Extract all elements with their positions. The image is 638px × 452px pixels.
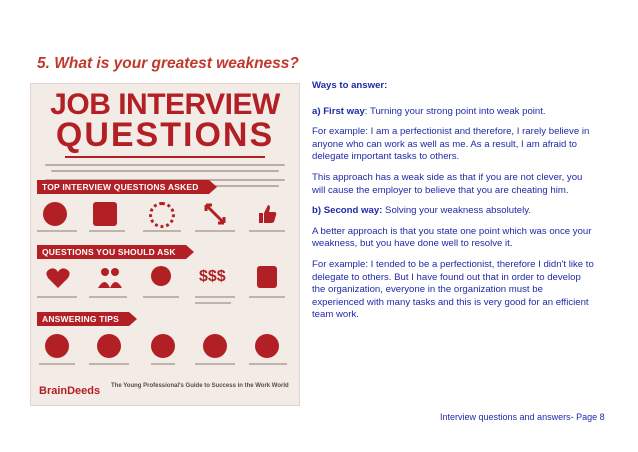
icon-caption	[195, 363, 235, 365]
face-icon	[45, 334, 69, 358]
face-icon	[151, 334, 175, 358]
poster-title-line2: QUESTIONS	[55, 116, 275, 154]
icon-caption	[249, 296, 285, 298]
page-footer: Interview questions and answers- Page 8	[440, 412, 605, 422]
icon-caption	[143, 230, 181, 232]
second-way-label: b) Second way:	[312, 205, 383, 217]
arrows-icon	[203, 202, 227, 226]
icon-caption	[143, 296, 179, 298]
infographic-poster	[30, 83, 300, 406]
icon-caption	[151, 363, 175, 365]
face-icon	[203, 334, 227, 358]
poster-banner-top-questions: TOP INTERVIEW QUESTIONS ASKED	[37, 180, 209, 194]
first-way	[312, 106, 594, 119]
icon-caption	[37, 230, 77, 232]
puzzle-icon	[93, 202, 117, 226]
face-icon	[255, 334, 279, 358]
second-way-text: Solving your weakness absolutely.	[382, 205, 531, 217]
icon-caption	[89, 363, 129, 365]
icon-caption	[195, 302, 231, 304]
dollar-icon: $$$	[199, 268, 226, 285]
document-icon	[257, 266, 277, 288]
poster-title-line1: JOB INTERVIEW	[50, 88, 280, 121]
poster-banner-answering-tips: ANSWERING TIPS	[37, 312, 129, 326]
icon-caption	[195, 296, 235, 298]
thumbs-up-icon	[255, 202, 279, 226]
icon-caption	[195, 230, 235, 232]
heart-icon	[45, 266, 69, 290]
face-icon	[97, 334, 121, 358]
clock-icon	[151, 266, 171, 286]
icon-caption	[39, 363, 75, 365]
poster-title-rule	[65, 156, 265, 158]
slide-heading: 5. What is your greatest weakness?	[37, 55, 299, 72]
poster-banner-questions-to-ask: QUESTIONS YOU SHOULD ASK	[37, 245, 186, 259]
first-way-text: : Turning your strong point into weak point.	[364, 105, 546, 117]
answer-content	[312, 80, 594, 330]
icon-caption	[249, 230, 285, 232]
poster-intro-line	[45, 164, 285, 166]
person-icon	[43, 202, 67, 226]
icon-caption	[37, 296, 77, 298]
second-way	[312, 205, 594, 218]
poster-intro-line	[51, 170, 279, 172]
example-one: For example: I am a perfectionist and therefore, I rarely believe in anyone who can work as well as me. As a result, I am afraid to delegate important tasks to others.	[312, 126, 590, 163]
people-icon	[97, 266, 121, 290]
poster-logo: BrainDeeds	[39, 385, 101, 397]
ways-title: Ways to answer:	[312, 80, 388, 91]
poster-footer-text: The Young Professional's Guide to Success in the Work World	[111, 383, 289, 389]
example-two: For example: I tended to be a perfectionist, therefore I didn't like to delegate to others. But I have found out that in order to develop the organization, everyone in the organization must be experienced with many tasks and this is very good for an efficient team work.	[312, 258, 594, 321]
weak-side: This approach has a weak side as that if you are not clever, you will cause the employer to believe that you are cheating him.	[312, 171, 583, 196]
icon-caption	[89, 230, 125, 232]
circle-dots-icon	[149, 202, 175, 228]
better-approach: A better approach is that you state one point which was once your weakness, but you have done well to resolve it.	[312, 225, 592, 250]
icon-caption	[89, 296, 127, 298]
first-way-label: a) First way	[312, 105, 365, 117]
icon-caption	[249, 363, 287, 365]
